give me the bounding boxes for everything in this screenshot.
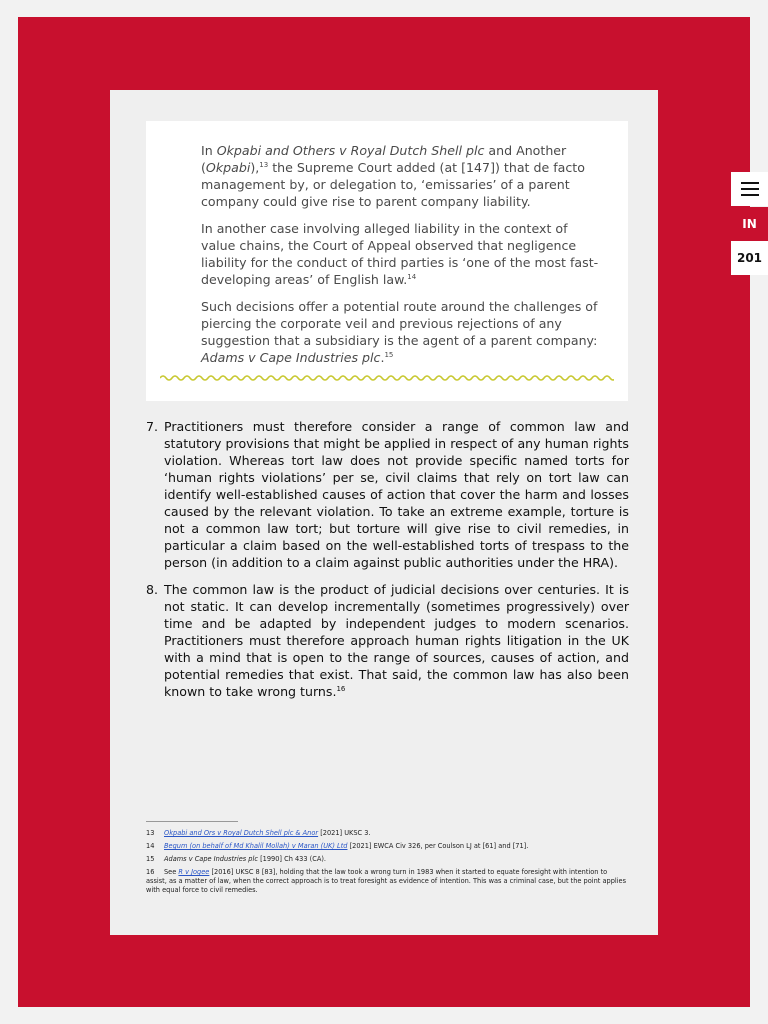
case-name: Adams v Cape Industries plc — [201, 349, 381, 365]
footnote-number: 14 — [146, 842, 155, 850]
callout-paragraph — [201, 221, 601, 289]
text-span: [2016] UKSC 8 [83], holding that the law took a wrong turn in 1983 when it started to equate foresight with intention to assist, as a matter of law, when the correct approach is to treat foresight as evidence of intention. This was a criminal case, but the point applies with equal force to civil remedies. — [146, 868, 627, 894]
text-span: ), — [250, 159, 260, 175]
footnote-number: 15 — [146, 855, 155, 863]
page-number: 201 — [731, 241, 768, 275]
footnote — [146, 842, 629, 851]
item-number: 7. — [146, 419, 159, 434]
callout-paragraph — [201, 143, 601, 211]
menu-button[interactable] — [731, 172, 768, 206]
footnote-number: 16 — [146, 868, 155, 876]
callout-text — [201, 143, 601, 377]
list-item — [146, 581, 629, 700]
case-name: Okpabi and Others v Royal Dutch Shell plc — [216, 143, 485, 158]
case-link[interactable]: Okpabi and Ors v Royal Dutch Shell plc & Anor — [164, 829, 319, 837]
footnote-ref[interactable]: 13 — [259, 160, 269, 169]
text-span: [1990] Ch 433 (CA). — [257, 855, 327, 863]
case-link[interactable]: Begum (on behalf of Md Khalil Mollah) v Maran (UK) Ltd — [164, 842, 348, 850]
footnote — [146, 829, 629, 838]
hamburger-menu-icon — [741, 182, 759, 196]
footnote-ref[interactable]: 15 — [384, 350, 394, 359]
text-span: See — [164, 868, 179, 876]
callout-box — [146, 121, 628, 401]
footnote-ref[interactable]: 16 — [336, 684, 346, 693]
footnote-number: 13 — [146, 829, 155, 837]
text-span: Practitioners must therefore consider a range of common law and statutory provisions that might be applied in respect of any human rights violation. Whereas tort law does not provide specific named torts for ‘human rights violations’ per se, civil claims that rely on tort law can identify well-established causes of action that cover the harm and losses caused by the relevant violation. To take an extreme example, torture is not a common law tort; but torture will give rise to civil remedies, in particular a claim based on the well-established torts of trespass to the person (in addition to a claim against public authorities under the HRA). — [164, 419, 629, 570]
section-tab[interactable]: IN — [731, 207, 768, 241]
list-item — [146, 418, 629, 571]
text-span: The common law is the product of judicial decisions over centuries. It is not static. It can develop incrementally (sometimes progressively) over time and be adapted by independent judges to modern scenarios. Practitioners must therefore approach human rights litigation in the UK with a mind that is open to the range of sources, causes of action, and potential remedies that exist. That said, the common law has also been known to take wrong turns. — [164, 582, 629, 699]
case-name: Okpabi — [205, 159, 251, 175]
footnote — [146, 868, 629, 895]
text-span: . — [380, 349, 385, 365]
text-span: the Supreme Court added (at [147]) that de facto management by, or delegation to, ‘emissaries’ of a parent company could give rise to parent company liability. — [201, 159, 585, 209]
wavy-divider — [160, 373, 614, 383]
text-span: [2021] EWCA Civ 326, per Coulson LJ at [61] and [71]. — [347, 842, 529, 850]
footnote — [146, 855, 629, 864]
text-span: In — [201, 143, 217, 158]
case-link[interactable]: R v Jogee — [178, 868, 210, 876]
document-page — [110, 90, 658, 935]
item-number: 8. — [146, 582, 159, 597]
numbered-paragraphs — [146, 418, 629, 710]
item-text — [164, 418, 629, 571]
callout-paragraph — [201, 299, 601, 367]
text-span: In another case involving alleged liability in the context of value chains, the Court of Appeal observed that negligence liability for the conduct of third parties is ‘one of the most fast-developing areas’ of English law. — [201, 221, 599, 287]
text-span: Such decisions offer a potential route around the challenges of piercing the corporate veil and previous rejections of any suggestion that a subsidiary is the agent of a parent company: — [201, 299, 598, 349]
item-text — [164, 581, 629, 700]
footnote-divider — [146, 821, 238, 822]
case-name: Adams v Cape Industries plc — [164, 855, 258, 863]
footnote-ref[interactable]: 14 — [407, 272, 417, 281]
footnotes — [146, 829, 629, 899]
text-span: and Another ( — [201, 143, 567, 175]
text-span: [2021] UKSC 3. — [318, 829, 371, 837]
